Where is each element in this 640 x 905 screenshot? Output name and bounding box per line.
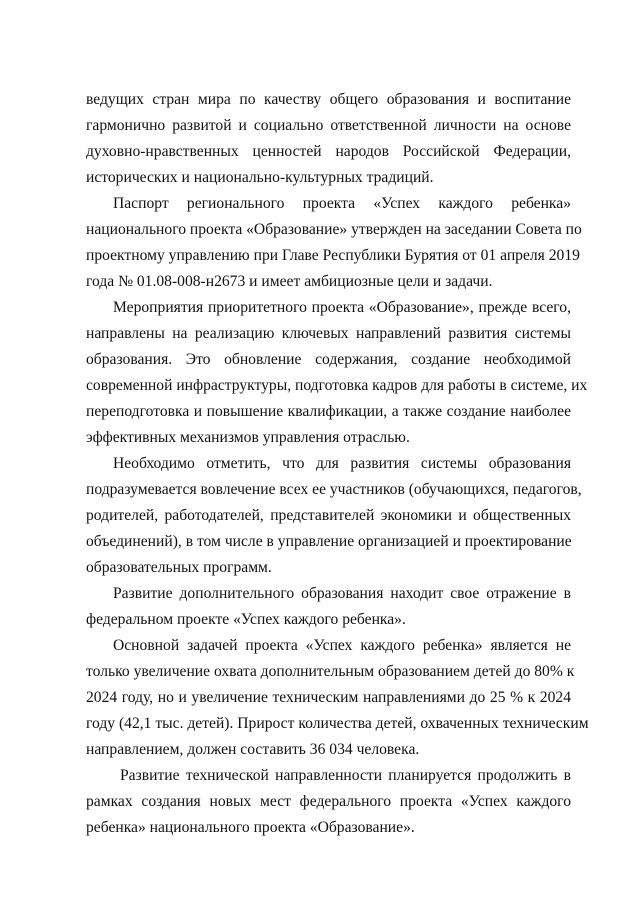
text-line: ребенка» национального проекта «Образование». [86,819,415,836]
text-line: современной инфраструктуры, подготовка кадров для работы в системе, их [86,377,588,394]
text-line: 2024 году, но и увеличение техническим направлениями до 25 % к 2024 [86,689,571,706]
text-line: образования. Это обновление содержания, создание необходимой [86,351,571,368]
text-line: ведущих стран мира по качеству общего образования и воспитание [86,91,571,108]
text-line: исторических и национально-культурных традиций. [86,169,434,186]
text-line: национального проекта «Образование» утвержден на заседании Совета по [86,221,582,238]
text-line: Мероприятия приоритетного проекта «Образование», прежде всего, [113,299,571,316]
text-line: Развитие дополнительного образования находит свое отражение в [113,585,571,602]
text-line: только увеличение охвата дополнительным образованием детей до 80% к [86,663,575,680]
text-line: году (42,1 тыс. детей). Прирост количества детей, охваченных техническим [86,715,589,732]
text-line: рамках создания новых мест федерального проекта «Успех каждого [86,793,571,810]
text-line: проектному управлению при Главе Республики Бурятия от 01 апреля 2019 [86,247,580,264]
text-line: духовно-нравственных ценностей народов Российской Федерации, [86,143,571,160]
text-line: направлены на реализацию ключевых направлений развития системы [86,325,571,342]
text-line: образовательных программ. [86,559,272,576]
text-line: федеральном проекте «Успех каждого ребенка». [86,611,406,628]
text-line: направлением, должен составить 36 034 человека. [86,741,420,758]
text-line: гармонично развитой и социально ответственной личности на основе [86,117,571,134]
text-line: подразумевается вовлечение всех ее участников (обучающихся, педагогов, [86,481,582,498]
text-line: переподготовка и повышение квалификации, а также создание наиболее [86,403,571,420]
text-line: эффективных механизмов управления отраслью. [86,429,410,446]
text-line: объединений), в том числе в управление организацией и проектирование [86,533,572,550]
text-line: родителей, работодателей, представителей экономики и общественных [86,507,571,524]
text-line: Основной задачей проекта «Успех каждого ребенка» является не [113,637,571,654]
text-line: года № 01.08-008-н2673 и имеет амбициозные цели и задачи. [86,273,493,290]
text-line: Необходимо отметить, что для развития системы образования [113,455,571,472]
text-line: Развитие технической направленности планируется продолжить в [120,767,571,784]
text-line: Паспорт регионального проекта «Успех каждого ребенка» [113,195,571,212]
